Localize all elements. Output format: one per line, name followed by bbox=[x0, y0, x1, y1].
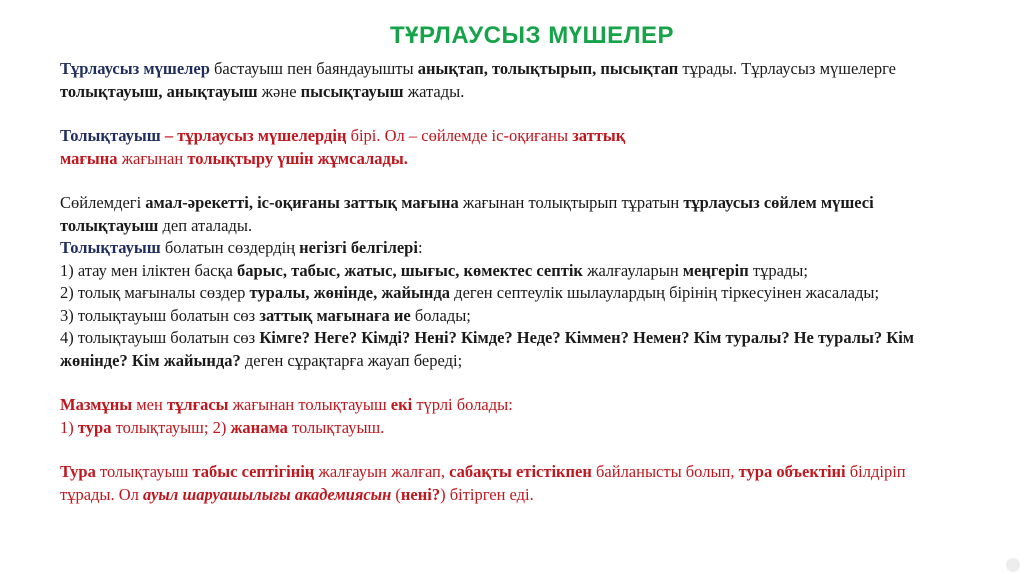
text-run: 1) bbox=[60, 417, 78, 437]
emphasis: табыс септігінің bbox=[192, 462, 315, 481]
text-run: түрлі болады: bbox=[412, 395, 513, 414]
spacer bbox=[60, 439, 960, 461]
term-turlausyz: Тұрлаусыз мүшелер bbox=[60, 59, 210, 78]
text-run: бастауыш пен баяндауышты bbox=[209, 59, 418, 78]
text-run: 3) толықтауыш болатын сөз bbox=[60, 305, 260, 325]
emphasis: толықтыру үшін жұмсалады. bbox=[187, 148, 408, 168]
text-run: ) бітірген еді. bbox=[440, 484, 534, 504]
term-tolyqtauysh: Толықтауыш bbox=[60, 126, 161, 145]
text-run: жатады. bbox=[403, 81, 465, 101]
corner-mark bbox=[1006, 558, 1020, 572]
text-run: ( bbox=[391, 484, 401, 504]
emphasis: нені? bbox=[400, 484, 441, 504]
text-run: 2) толық мағыналы сөздер bbox=[60, 283, 250, 302]
example-phrase: ауыл шаруашылығы академиясын bbox=[143, 484, 392, 504]
text-run: Сөйлемдегі bbox=[60, 193, 146, 212]
emphasis: пысықтауыш bbox=[300, 81, 404, 101]
list-item-4 bbox=[60, 327, 960, 372]
emphasis: жанама bbox=[230, 417, 288, 437]
text-run: болатын сөздердің bbox=[160, 238, 300, 257]
emphasis: барыс, табыс, жатыс, шығыс, көмектес септік bbox=[236, 260, 583, 280]
slide-content bbox=[60, 58, 960, 506]
text-run: тұрады. Тұрлаусыз мүшелерге bbox=[678, 59, 896, 78]
text-run: байланысты болып, bbox=[591, 462, 739, 481]
types-paragraph bbox=[60, 394, 960, 417]
text-run: толықтауыш; 2) bbox=[111, 417, 231, 437]
emphasis: негізгі белгілері bbox=[299, 238, 418, 257]
text-run: тұрады; bbox=[748, 260, 808, 280]
text-run: толықтауыш. bbox=[287, 417, 385, 437]
spacer bbox=[60, 372, 960, 394]
emphasis: меңгеріп bbox=[682, 260, 749, 280]
text-run: толықтауыш bbox=[95, 462, 193, 481]
text-run: жағынан bbox=[117, 148, 188, 168]
text-run: жалғауларын bbox=[582, 260, 683, 280]
emphasis: тура bbox=[77, 417, 112, 437]
emphasis: сабақты етістікпен bbox=[449, 462, 592, 481]
text-run: бірі. Ол – сөйлемде іс-оқиғаны bbox=[346, 126, 573, 145]
text-run: : bbox=[417, 238, 423, 257]
term-tolyqtauysh: Толықтауыш bbox=[60, 238, 161, 257]
text-run: білдіріп тұрады. Ол bbox=[60, 462, 906, 504]
emphasis: заттық bbox=[572, 126, 626, 145]
sentence-definition-paragraph bbox=[60, 192, 960, 237]
intro-paragraph bbox=[60, 58, 960, 103]
text-run: деген сұрақтарға жауап береді; bbox=[240, 350, 463, 370]
emphasis: заттық мағынаға ие bbox=[259, 305, 411, 325]
text-run: мен bbox=[132, 395, 167, 414]
features-heading bbox=[60, 237, 960, 260]
text-run: және bbox=[257, 81, 301, 101]
text-run: 1) атау мен іліктен басқа bbox=[60, 260, 237, 280]
text-run: жалғауын жалғап, bbox=[314, 462, 450, 481]
emphasis: тура объектіні bbox=[738, 462, 846, 481]
emphasis: мағына bbox=[60, 148, 118, 168]
text-run: жағынан толықтауыш bbox=[228, 395, 391, 414]
emphasis: екі bbox=[390, 395, 413, 414]
list-item-3 bbox=[60, 305, 960, 328]
emphasis: толықтауыш, анықтауыш bbox=[60, 81, 258, 101]
text-run: болады; bbox=[410, 305, 471, 325]
text-run: жағынан толықтырып тұратын bbox=[458, 193, 684, 212]
emphasis: Тура bbox=[60, 462, 96, 481]
text-run: деген септеулік шылаулардың бірінің тіркесуінен жасалады; bbox=[450, 283, 880, 302]
text-run: деп аталады. bbox=[158, 215, 253, 235]
list-item-1 bbox=[60, 260, 960, 283]
slide-title: ТҰРЛАУСЫЗ МҮШЕЛЕР bbox=[389, 22, 675, 49]
text-run: 4) толықтауыш болатын сөз bbox=[60, 328, 260, 347]
emphasis: Мазмұны bbox=[60, 395, 133, 414]
direct-object-paragraph bbox=[60, 461, 960, 506]
types-list bbox=[60, 417, 960, 440]
emphasis: – тұрлаусыз мүшелердің bbox=[160, 126, 347, 145]
emphasis: тұрлаусыз сөйлем мүшесі толықтауыш bbox=[60, 193, 874, 235]
spacer bbox=[60, 170, 960, 192]
definition-paragraph bbox=[60, 125, 960, 170]
spacer bbox=[60, 103, 960, 125]
emphasis: туралы, жөнінде, жайында bbox=[249, 283, 451, 302]
emphasis: Кімге? Неге? Кімді? Нені? Кімде? Неде? Кіммен? Немен? Кім туралы? Не туралы? Кім жөнінде? Кім жайында? bbox=[60, 328, 915, 370]
emphasis: анықтап, толықтырып, пысықтап bbox=[417, 59, 679, 78]
list-item-2 bbox=[60, 282, 960, 305]
emphasis: тұлғасы bbox=[166, 395, 229, 414]
emphasis: амал-әрекетті, іс-оқиғаны заттық мағына bbox=[145, 193, 459, 212]
